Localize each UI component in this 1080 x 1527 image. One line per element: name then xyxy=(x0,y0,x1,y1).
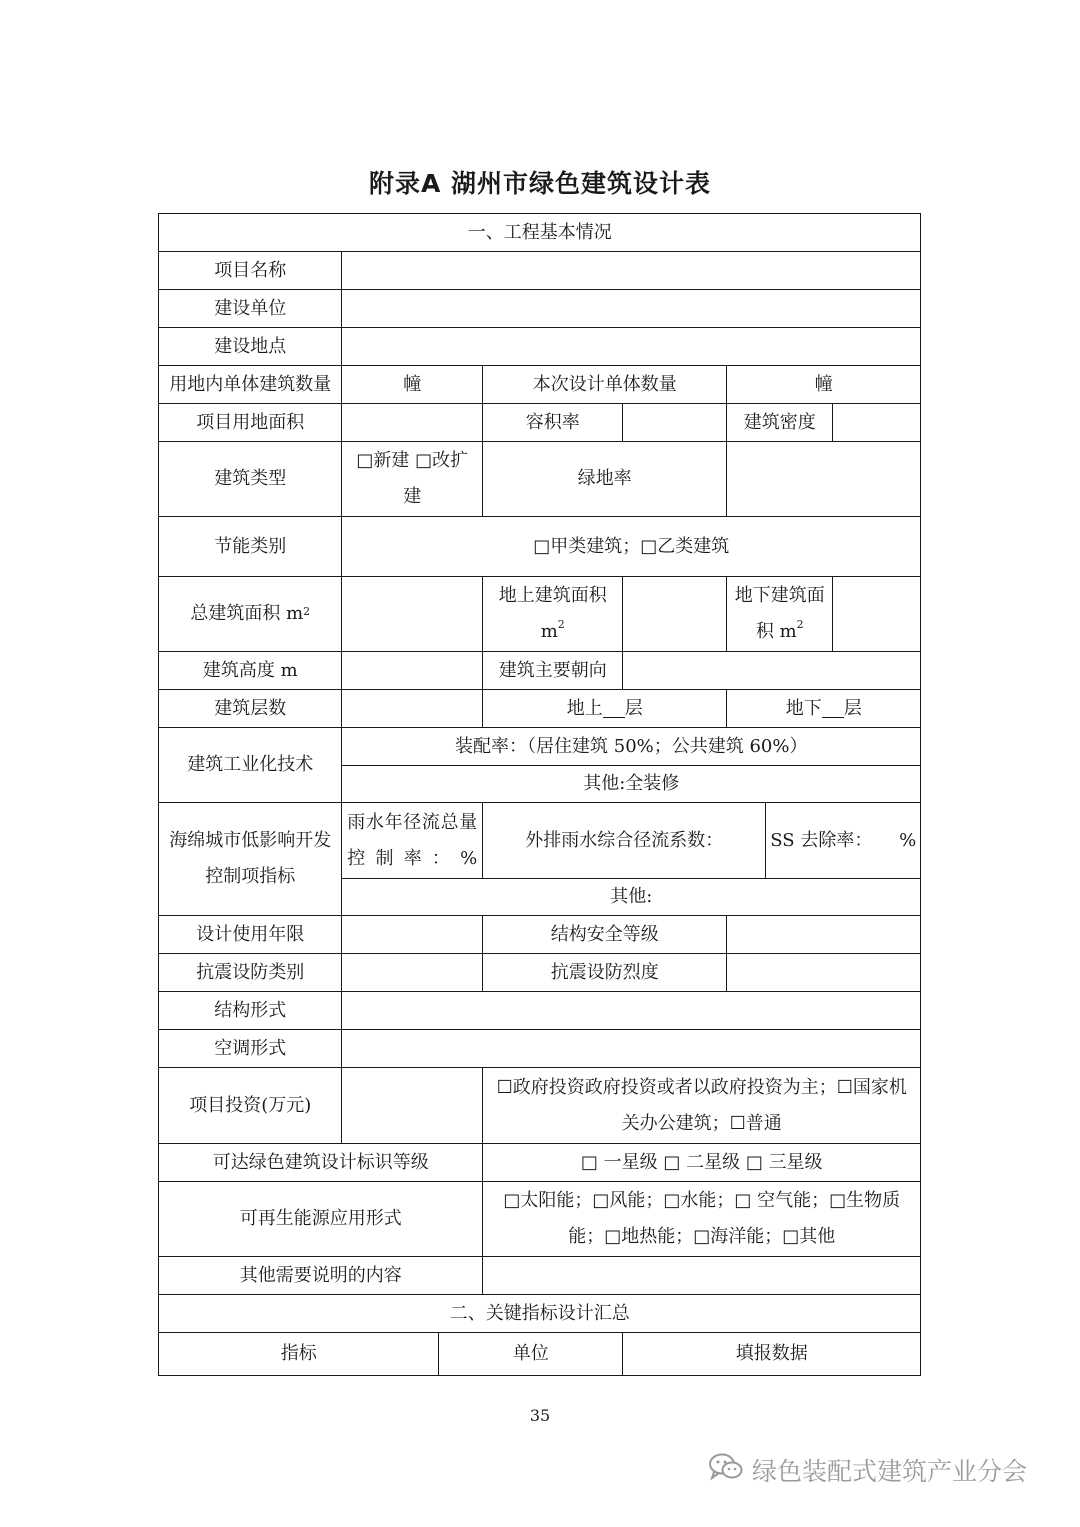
label-green-ratio: 绿地率 xyxy=(482,441,727,517)
label-green-rating: 可达绿色建筑设计标识等级 xyxy=(158,1143,483,1182)
label-industrial: 建筑工业化技术 xyxy=(158,727,342,803)
ss-removal-rate[interactable]: SS 去除率： % xyxy=(765,802,921,879)
building-type-options[interactable]: □新建 □改扩建 xyxy=(341,441,483,517)
label-floors: 建筑层数 xyxy=(158,689,342,728)
watermark xyxy=(708,1452,1027,1488)
field-ac-form[interactable] xyxy=(341,1029,921,1068)
label-plot-ratio: 容积率 xyxy=(482,403,623,442)
label-land-area: 项目用地面积 xyxy=(158,403,342,442)
label-below-area: 地下建筑面积 $m^2$ xyxy=(726,576,833,652)
field-below-floors[interactable]: 地下 层 xyxy=(726,689,921,728)
runoff-coefficient[interactable]: 外排雨水综合径流系数： xyxy=(482,802,766,879)
label-structure-form: 结构形式 xyxy=(158,991,342,1030)
field-above-floors[interactable]: 地上 层 xyxy=(482,689,727,728)
field-project-name[interactable] xyxy=(341,251,921,290)
field-construction-unit[interactable] xyxy=(341,289,921,328)
field-orientation[interactable] xyxy=(622,651,921,690)
below-floors-blank[interactable] xyxy=(822,699,844,718)
field-below-area[interactable] xyxy=(832,576,921,652)
label-height: 建筑高度 m xyxy=(158,651,342,690)
label-project-name: 项目名称 xyxy=(158,251,342,290)
label-total-area: 总建筑面积 m $^2$ xyxy=(158,576,342,652)
sponge-other[interactable]: 其他: xyxy=(341,878,921,916)
field-seismic-intensity[interactable] xyxy=(726,953,921,992)
field-above-area[interactable] xyxy=(622,576,727,652)
green-rating-options[interactable]: □ 一星级 □ 二星级 □ 三星级 xyxy=(482,1143,921,1182)
field-seismic-category[interactable] xyxy=(341,953,483,992)
field-safety-level[interactable] xyxy=(726,915,921,954)
field-structure-form[interactable] xyxy=(341,991,921,1030)
label-investment: 项目投资(万元) xyxy=(158,1067,342,1144)
above-floors-blank[interactable] xyxy=(603,699,625,718)
label-safety-level: 结构安全等级 xyxy=(482,915,727,954)
investment-options[interactable]: ☐政府投资政府投资或者以政府投资为主；☐国家机关办公建筑；☐普通 xyxy=(482,1067,921,1144)
wechat-icon xyxy=(708,1452,744,1488)
label-orientation: 建筑主要朝向 xyxy=(482,651,623,690)
label-sponge-city: 海绵城市低影响开发控制项指标 xyxy=(158,802,342,916)
label-energy-category: 节能类别 xyxy=(158,516,342,577)
label-ac-form: 空调形式 xyxy=(158,1029,342,1068)
section-header-summary: 二、关键指标设计汇总 xyxy=(158,1294,921,1333)
label-building-count: 用地内单体建筑数量 xyxy=(158,365,342,404)
renewable-options[interactable]: □太阳能；□风能；□水能；□ 空气能；□生物质能；□地热能；□海洋能；□其他 xyxy=(482,1181,921,1257)
field-design-count[interactable]: 幢 xyxy=(726,365,921,404)
field-service-life[interactable] xyxy=(341,915,483,954)
page-title: 附录A 湖州市绿色建筑设计表 xyxy=(368,169,712,198)
field-floors[interactable] xyxy=(341,689,483,728)
label-renewable: 可再生能源应用形式 xyxy=(158,1181,483,1257)
label-seismic-intensity: 抗震设防烈度 xyxy=(482,953,727,992)
label-design-count: 本次设计单体数量 xyxy=(482,365,727,404)
label-service-life: 设计使用年限 xyxy=(158,915,342,954)
energy-category-options[interactable]: □甲类建筑；□乙类建筑 xyxy=(341,516,921,577)
label-above-area: 地上建筑面积 $m^2$ xyxy=(482,576,623,652)
label-building-type: 建筑类型 xyxy=(158,441,342,517)
field-green-ratio[interactable] xyxy=(726,441,921,517)
page-number: 35 xyxy=(529,1406,551,1425)
label-other-notes: 其他需要说明的内容 xyxy=(158,1256,483,1295)
summary-header-data: 填报数据 xyxy=(622,1332,921,1376)
field-building-count[interactable]: 幢 xyxy=(341,365,483,404)
field-total-area[interactable] xyxy=(341,576,483,652)
field-construction-site[interactable] xyxy=(341,327,921,366)
field-building-density[interactable] xyxy=(832,403,921,442)
summary-header-indicator: 指标 xyxy=(158,1332,439,1376)
section-header-basic: 一、工程基本情况 xyxy=(158,213,921,252)
runoff-control-rate[interactable]: 雨水年径流总量控制率：% xyxy=(341,802,483,879)
field-investment[interactable] xyxy=(341,1067,483,1144)
field-plot-ratio[interactable] xyxy=(622,403,727,442)
label-seismic-category: 抗震设防类别 xyxy=(158,953,342,992)
field-land-area[interactable] xyxy=(341,403,483,442)
watermark-text: 绿色装配式建筑产业分会 xyxy=(752,1457,1028,1486)
field-other-notes[interactable] xyxy=(482,1256,921,1295)
summary-header-unit: 单位 xyxy=(438,1332,623,1376)
other-full-decoration[interactable]: 其他:全装修 xyxy=(341,765,921,803)
label-construction-site: 建设地点 xyxy=(158,327,342,366)
label-construction-unit: 建设单位 xyxy=(158,289,342,328)
field-height[interactable] xyxy=(341,651,483,690)
prefab-rate[interactable]: 装配率：（居住建筑 50%；公共建筑 60%） xyxy=(341,727,921,766)
label-building-density: 建筑密度 xyxy=(726,403,833,442)
